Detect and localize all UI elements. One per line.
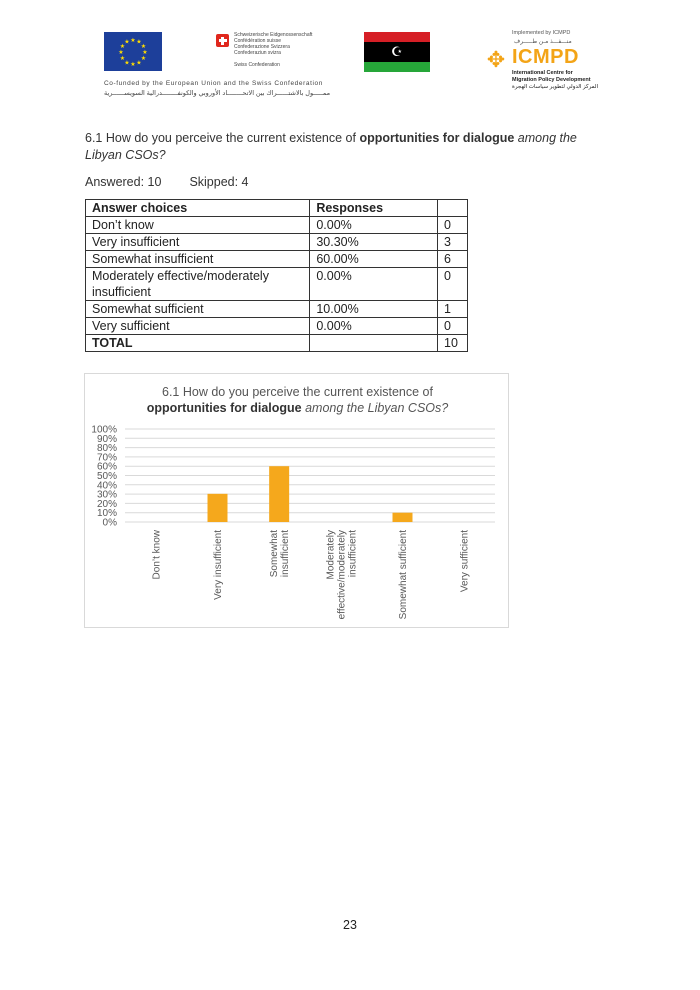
- count-cell: 3: [438, 234, 468, 251]
- svg-text:★: ★: [136, 38, 142, 46]
- icmpd-full-name: International Centre for Migration Policy Development: [512, 70, 591, 83]
- swiss-cross-icon: [216, 34, 229, 47]
- count-cell: 0: [438, 318, 468, 335]
- crescent-star-icon: ☪: [391, 44, 403, 59]
- x-tick-label-line: Somewhat: [269, 530, 281, 578]
- y-tick-label: 20%: [96, 498, 117, 510]
- bar-chart-svg: [85, 374, 510, 629]
- count-cell: 6: [438, 251, 468, 268]
- svg-text:★: ★: [142, 49, 148, 56]
- x-tick-label-line: Very sufficient: [459, 530, 471, 593]
- x-tick-label-line: Somewhat sufficient: [398, 530, 409, 620]
- cofunded-text: Co-funded by the European Union and the Swiss Confederation: [104, 80, 323, 87]
- count-cell: 1: [438, 301, 468, 318]
- y-tick-label: 70%: [96, 452, 117, 464]
- percent-cell: 30.30%: [310, 234, 438, 251]
- svg-text:★: ★: [140, 55, 147, 62]
- x-tick-label: [151, 529, 162, 579]
- header-answer-choices: Answer choices: [86, 200, 310, 217]
- bar-chart: [84, 373, 509, 628]
- swiss-confederation-logo: [216, 32, 336, 72]
- chart-title-italic: among the Libyan CSOs?: [301, 401, 449, 415]
- svg-text:★: ★: [130, 37, 136, 44]
- total-label: TOTAL: [86, 335, 310, 352]
- cofunded-arabic-text: ممـــــول بالاشتــــــراك بين الاتحــــــــاد الأوروبي والكونفــــــــدرالية السويســــــرية: [104, 90, 331, 97]
- answered-count: Answered: 10: [85, 175, 162, 189]
- svg-text:★: ★: [119, 55, 126, 62]
- svg-text:★: ★: [119, 43, 126, 50]
- table-header-row: [86, 200, 468, 217]
- chart-title-bold: opportunities for dialogue: [146, 401, 302, 415]
- svg-text:★: ★: [140, 43, 147, 50]
- question-heading: [85, 130, 605, 164]
- y-tick-label: 60%: [96, 461, 117, 473]
- svg-text:★: ★: [136, 59, 142, 67]
- x-tick-label-line: insufficient: [280, 530, 292, 578]
- x-tick-label: [460, 530, 471, 592]
- table-row: [86, 251, 468, 268]
- answer-stats: [85, 175, 249, 189]
- swiss-confederation-label: Swiss Confederation: [234, 62, 280, 68]
- table-total-row: [86, 335, 468, 352]
- eu-stars-icon: [104, 32, 162, 71]
- total-count: 10: [438, 335, 468, 352]
- question-bold: opportunities for dialogue: [359, 131, 515, 145]
- table-row: [86, 268, 468, 301]
- libya-flag-icon: [364, 32, 430, 72]
- svg-text:★: ★: [118, 49, 124, 56]
- y-tick-label: 30%: [96, 489, 117, 501]
- count-cell: 0: [438, 268, 468, 301]
- svg-text:★: ★: [124, 38, 130, 46]
- implemented-by-label: Implemented by ICMPD: [512, 30, 571, 36]
- x-tick-label: [269, 530, 291, 577]
- x-tick-label: [213, 530, 224, 600]
- x-tick-label-line: insufficient: [347, 530, 359, 578]
- x-tick-label: [325, 530, 358, 620]
- y-tick-label: 10%: [96, 508, 117, 520]
- page-header: [0, 28, 700, 108]
- implemented-by-arabic: منـــفـــذ مـن طـــــرف: [514, 39, 572, 45]
- y-tick-label: 80%: [96, 443, 117, 455]
- y-tick-label: 50%: [96, 471, 117, 482]
- icmpd-logo: [484, 30, 604, 94]
- y-tick-label: 100%: [91, 424, 117, 436]
- count-cell: 0: [438, 217, 468, 234]
- x-tick-label: [398, 530, 409, 620]
- x-tick-label-line: Moderately: [325, 530, 337, 580]
- table-row: [86, 234, 468, 251]
- page-number: 23: [343, 918, 357, 932]
- chart-title-line1: 6.1 How do you perceive the current existence of: [162, 385, 433, 399]
- table-row: [86, 217, 468, 234]
- choice-cell: Very sufficient: [86, 318, 310, 335]
- choice-cell: Somewhat sufficient: [86, 301, 310, 318]
- eu-flag-icon: [104, 32, 162, 71]
- x-tick-label-line: Don’t know: [151, 530, 163, 580]
- bar: [269, 466, 289, 522]
- svg-text:★: ★: [130, 61, 136, 68]
- choice-cell: Somewhat insufficient: [86, 251, 310, 268]
- responses-table: [85, 199, 468, 352]
- bar: [208, 494, 228, 522]
- choice-cell: Moderately effective/moderately insufficient: [86, 268, 310, 301]
- question-prefix: 6.1 How do you perceive the current existence of: [85, 131, 360, 145]
- percent-cell: 0.00%: [310, 318, 438, 335]
- choice-cell: Very insufficient: [86, 234, 310, 251]
- icmpd-arrows-icon: ✥: [486, 47, 506, 72]
- x-tick-label-line: effective/moderately: [336, 530, 348, 620]
- y-tick-label: 90%: [96, 433, 117, 445]
- swiss-confederation-names: Schweizerische Eidgenossenschaft Confédération suisse Confederazione Svizzera Confederaziun svizra: [234, 32, 313, 56]
- skipped-count: Skipped: 4: [189, 175, 249, 189]
- icmpd-arabic-name: المركز الدولي لتطوير سياسات الهجرة: [512, 84, 599, 90]
- y-tick-label: 40%: [96, 480, 117, 492]
- chart-title-line2: [147, 401, 449, 415]
- percent-cell: 10.00%: [310, 301, 438, 318]
- header-responses: Responses: [310, 200, 438, 217]
- x-tick-label-line: Very insufficient: [213, 530, 224, 600]
- icmpd-name: ICMPD: [512, 46, 579, 68]
- table-row: [86, 318, 468, 335]
- bar: [393, 513, 413, 522]
- percent-cell: 0.00%: [310, 217, 438, 234]
- percent-cell: 60.00%: [310, 251, 438, 268]
- header-count: [438, 200, 468, 217]
- percent-cell: 0.00%: [310, 268, 438, 301]
- choice-cell: Don’t know: [86, 217, 310, 234]
- total-percent: [310, 335, 438, 352]
- svg-text:★: ★: [124, 59, 130, 67]
- table-row: [86, 301, 468, 318]
- question-italic: among the Libyan CSOs?: [85, 131, 577, 162]
- y-tick-label: 0%: [102, 517, 117, 529]
